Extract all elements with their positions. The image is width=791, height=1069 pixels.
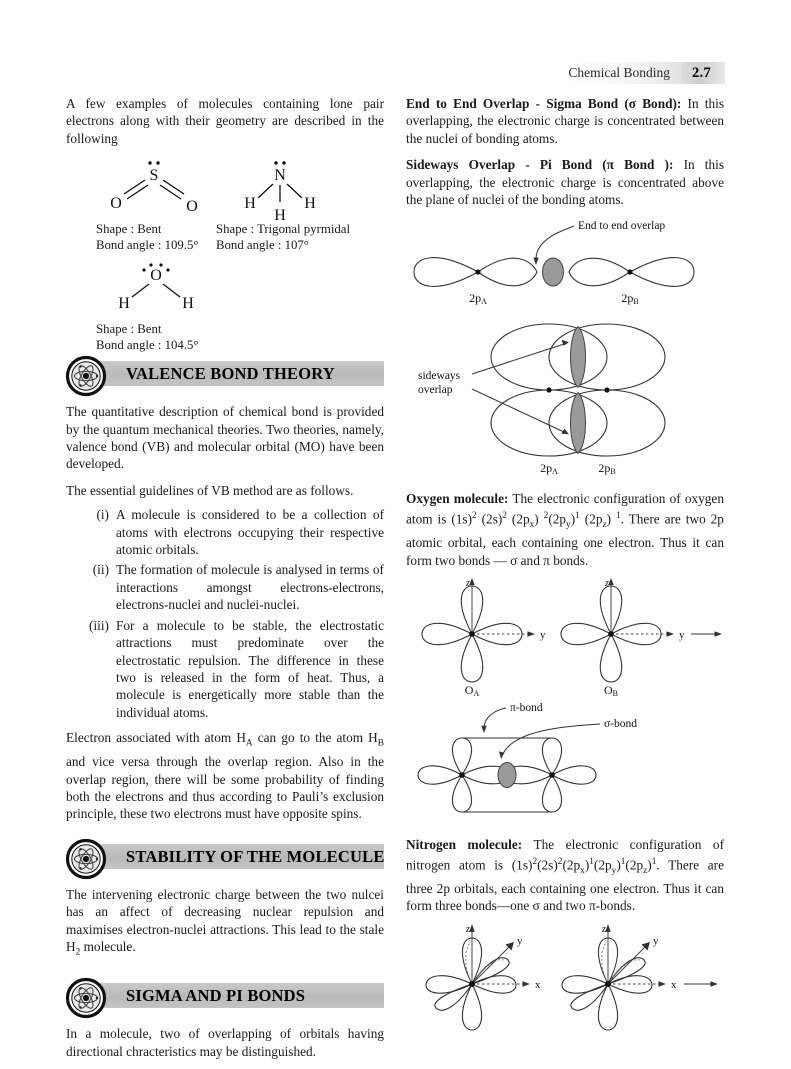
nit-s4: 1: [620, 856, 626, 867]
molecule-so2: [96, 156, 216, 253]
stability-text-part-1: The intervening electronic charge between the two nulcei has an affect of decreasing nuclear repulsion and maximises electron-nuclei attractions. This lead to the stale H: [66, 886, 384, 955]
nh3-structure-svg: [216, 156, 346, 228]
figure-oxygen-orbitals: [406, 578, 724, 699]
list-marker: (ii): [92, 562, 109, 578]
nitrogen-a-axis-x: x: [535, 978, 541, 991]
svg-text:S: S: [149, 167, 159, 185]
nitrogen-a-axis-z: z: [466, 923, 470, 935]
list-text: A molecule is considered to be a collection of atoms with electrons occupying their respective atomic orbitals.: [116, 507, 384, 558]
oxygen-orbitals-svg: [406, 578, 724, 699]
header-chapter-title: Chemical Bonding: [558, 62, 682, 84]
atom-icon: [66, 356, 106, 396]
svg-text:H: H: [244, 195, 256, 213]
svg-text:H: H: [118, 295, 130, 313]
nit-t6: ): [616, 856, 621, 872]
oxy-s5: 1: [615, 510, 621, 521]
svg-text:H: H: [182, 295, 194, 313]
right-column: [406, 95, 724, 1050]
vbt-guidelines-list: [66, 506, 384, 721]
oxy-t5: (2p: [548, 511, 567, 527]
sigma-right-orbital-label: 2pB: [621, 291, 639, 307]
o2-bonds-svg: [406, 700, 724, 830]
oxygen-atom-b: [561, 578, 685, 698]
nitrogen-molecule-paragraph: [406, 836, 724, 915]
oxygen-a-axis-y: y: [540, 629, 546, 642]
figure-o2-sigma-pi-bonds: [406, 700, 724, 830]
nit-sx: x: [580, 865, 585, 876]
sigma-overlap-svg: [406, 217, 724, 313]
figure-pi-overlap: [406, 319, 724, 484]
list-text: The formation of molecule is analysed in terms of interactions amongst electrons-electrons, electrons-nuclei and nuclei-nuclei.: [116, 562, 384, 613]
nit-t1: The electronic configuration of nitrogen atom is (1s): [406, 837, 724, 872]
svg-text:H: H: [304, 195, 316, 213]
molecule-h2o: [96, 260, 216, 353]
sigma-bond-text: In this overlapping, the electronic charge is concentrated between the nuclei of bonding atoms.: [406, 96, 724, 146]
nh3-shape-label: Shape : Trigonal pyrmidal: [216, 222, 351, 237]
atom-icon: [66, 839, 106, 879]
pi-overlap-annotation-line-2: overlap: [418, 384, 453, 397]
oxy-t8: ): [606, 511, 616, 527]
nitrogen-b-axis-y: y: [653, 934, 659, 947]
oxygen-atom-a: [422, 578, 546, 698]
molecule-row-2: [66, 260, 384, 352]
svg-text:O: O: [110, 195, 122, 213]
nitrogen-atom-b: [562, 924, 677, 1030]
nitrogen-a-axis-y: y: [517, 934, 523, 947]
oxygen-heading: Oxygen molecule:: [406, 491, 509, 507]
electron-subscript-b: B: [377, 738, 384, 749]
pi-bond-paragraph: [406, 156, 724, 208]
sigma-bond-annotation: σ-bond: [604, 718, 638, 731]
svg-text:O: O: [150, 267, 162, 285]
nitrogen-heading: Nitrogen molecule:: [406, 837, 523, 853]
left-column: [66, 95, 384, 1069]
sigma-left-orbital-label: 2pA: [469, 291, 487, 307]
nitrogen-b-axis-z: z: [602, 923, 606, 935]
molecule-row-1: [66, 156, 384, 252]
so2-shape-label: Shape : Bent: [96, 222, 162, 237]
oxy-t9: . There are two 2p atomic orbital, each containing one electron. Thus it can form two bonds — σ and π bonds.: [406, 511, 724, 568]
list-marker: (iii): [89, 617, 109, 633]
oxy-s4: 1: [575, 510, 580, 521]
list-marker: (i): [96, 507, 109, 523]
list-item: [66, 561, 384, 613]
molecule-nh3: [216, 156, 350, 253]
oxygen-b-axis-z: z: [605, 578, 609, 590]
figure-nitrogen-orbitals: [406, 924, 724, 1044]
nit-t3: (2p: [562, 856, 581, 872]
section-title-stability-of-the-molecule: STABILITY OF THE MOLECULE: [126, 846, 385, 866]
oxygen-b-axis-y: y: [679, 629, 685, 642]
so2-structure-svg: [96, 156, 216, 218]
electron-text-part-2: can go to the atom H: [252, 730, 378, 746]
nit-s3: 1: [589, 856, 594, 867]
so2-bond-angle-label: Bond angle : 109.5°: [96, 237, 199, 252]
pi-bond-annotation: π-bond: [510, 702, 543, 715]
stability-subscript-2: 2: [75, 947, 81, 958]
nit-t2: (2s): [537, 856, 558, 872]
pi-overlap-annotation-line-1: sideways: [418, 370, 461, 383]
oxy-t2: (2s): [476, 511, 503, 527]
nit-sz: z: [643, 865, 648, 876]
nit-s1: 2: [532, 856, 538, 867]
electron-overlap-paragraph: [66, 729, 384, 823]
oxy-sx: x: [529, 519, 535, 530]
nit-t5: (2p: [593, 856, 612, 872]
svg-text:N: N: [274, 167, 286, 185]
electron-text-part-3: and vice versa through the overlap region. Also in the overlap region, there will be some probability of finding both the electrons and thus according to Pauli’s exclusion principle, these two electrons must have opposite spins.: [66, 754, 384, 822]
pi-right-orbital-label: 2pB: [598, 461, 616, 477]
svg-text:O: O: [186, 198, 198, 216]
pi-bond-heading: Sideways Overlap - Pi Bond (π Bond ):: [406, 157, 674, 173]
oxy-t6: ): [570, 511, 576, 527]
oxy-t7: (2p: [579, 511, 603, 527]
nit-sy: y: [611, 865, 617, 876]
pi-bond-text: In this overlapping, the electronic charge is concentrated above the plane of nuclei of the bonding atoms.: [406, 157, 724, 208]
oxy-s3: 2: [543, 510, 549, 521]
h2o-bond-angle-label: Bond angle : 104.5°: [96, 337, 199, 352]
oxy-sy: y: [566, 519, 571, 530]
oxygen-a-axis-z: z: [466, 578, 470, 590]
section-header-valence-bond-theory: [66, 356, 384, 390]
h2o-shape-label: Shape : Bent: [96, 322, 162, 337]
list-item: [66, 617, 384, 721]
electron-text-part-1: Electron associated with atom H: [66, 730, 246, 746]
figure-sigma-overlap: [406, 217, 724, 313]
nh3-bond-angle-label: Bond angle : 107°: [216, 237, 309, 252]
page-number-badge: 2.7: [682, 62, 725, 84]
nit-t8: ): [647, 856, 652, 872]
vbt-paragraph-1: The quantitative description of chemical bond is provided by the quantum mechanical theories. Two theories, namely, valence bond (VB) and molecular orbital (MO) have been developed.: [66, 404, 384, 472]
oxy-sz: z: [602, 519, 607, 530]
h2o-structure-svg: [96, 260, 216, 318]
pi-left-orbital-label: 2pA: [540, 461, 558, 477]
oxygen-molecule-paragraph: [406, 490, 724, 569]
nit-s2: 2: [557, 856, 563, 867]
oxygen-b-label: OB: [603, 683, 619, 699]
oxy-t3: (2p: [506, 511, 530, 527]
sigma-bond-heading: End to End Overlap - Sigma Bond (σ Bond):: [406, 96, 682, 111]
electron-subscript-a: A: [245, 738, 253, 749]
list-text: For a molecule to be stable, the electrostatic attractions must predominate over the electrostatic repulsion. The difference in these two is released in the form of heat. Thus, a molecule is energetically more stable than the individual atoms.: [116, 617, 384, 720]
sigma-pi-paragraph: In a molecule, two of overlapping of orbitals having directional chracteristics may be distinguished.: [66, 1026, 384, 1059]
nit-t4: ): [584, 856, 590, 872]
oxy-s1: 2: [472, 510, 477, 521]
nitrogen-orbitals-svg: [406, 924, 724, 1044]
nit-s5: 1: [651, 856, 657, 867]
nit-t9: . There are three 2p orbitals, each containing one electron. Thus it can form three bonds—one σ and two π-bonds.: [406, 856, 725, 914]
nit-t7: (2p: [625, 856, 644, 872]
vbt-paragraph-2: The essential guidelines of VB method are as follows.: [66, 482, 354, 498]
pi-overlap-svg: [406, 319, 724, 484]
section-title-valence-bond-theory: VALENCE BOND THEORY: [126, 364, 335, 384]
atom-icon: [66, 978, 106, 1018]
nitrogen-atom-a: [426, 924, 541, 1030]
oxy-t4: ): [534, 511, 544, 527]
stability-text-part-2: molecule.: [80, 939, 136, 955]
oxy-t1: The electronic configuration of oxygen atom is (1s): [406, 491, 724, 527]
oxy-s2: 2: [502, 510, 507, 521]
section-header-stability-of-the-molecule: [66, 839, 384, 873]
section-title-sigma-and-pi-bonds: SIGMA AND PI BONDS: [126, 986, 306, 1006]
oxygen-a-label: OA: [464, 683, 480, 699]
section-header-sigma-and-pi-bonds: [66, 978, 384, 1012]
sigma-overlap-annotation-text: End to end overlap: [578, 220, 666, 233]
intro-paragraph: A few examples of molecules containing lone pair electrons along with their geometry are described in the following: [66, 96, 384, 146]
nitrogen-b-axis-x: x: [671, 978, 677, 991]
stability-paragraph: [66, 886, 384, 962]
svg-text:H: H: [274, 207, 286, 225]
list-item: [66, 506, 384, 558]
sigma-bond-paragraph: [406, 95, 724, 147]
running-header: [558, 62, 725, 84]
